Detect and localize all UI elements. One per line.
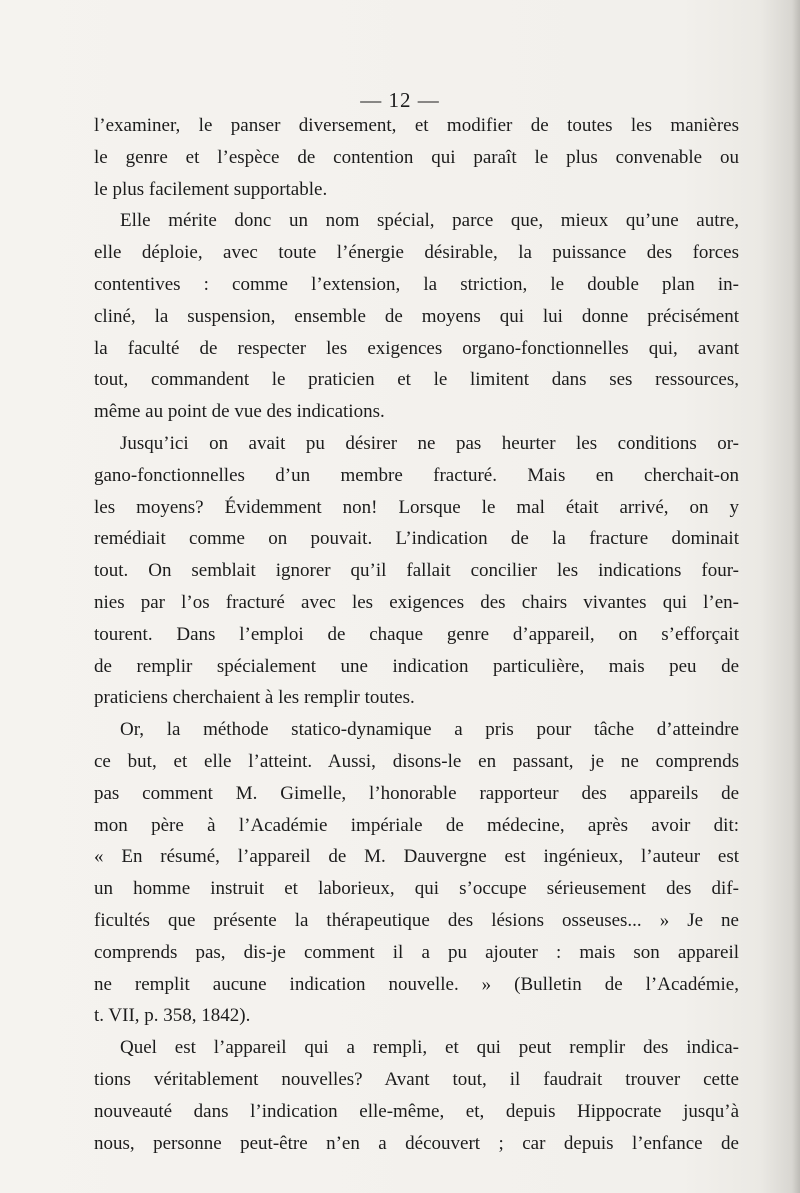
- text-line: praticiens cherchaient à les remplir toutes.: [94, 687, 415, 709]
- text-line: Quel est l’appareil qui a rempli, et qui peut remplir des indica-: [120, 1037, 739, 1059]
- text-line: ne remplit aucune indication nouvelle. » (Bulletin de l’Académie,: [94, 973, 739, 995]
- body-text: [94, 110, 739, 1159]
- text-line: remédiait comme on pouvait. L’indication de la fracture dominait: [94, 528, 739, 550]
- text-line: contentives : comme l’extension, la striction, le double plan in-: [94, 273, 739, 295]
- text-line: un homme instruit et laborieux, qui s’occupe sérieusement des dif-: [94, 878, 739, 900]
- text-line: pas comment M. Gimelle, l’honorable rapporteur des appareils de: [94, 782, 739, 804]
- text-line: ce but, et elle l’atteint. Aussi, disons-le en passant, je ne comprends: [94, 750, 739, 772]
- text-line: Or, la méthode statico-dynamique a pris pour tâche d’atteindre: [120, 719, 739, 741]
- text-line: les moyens? Évidemment non! Lorsque le mal était arrivé, on y: [94, 496, 739, 518]
- text-line: t. VII, p. 358, 1842).: [94, 1005, 251, 1027]
- page-number: — 12 —: [360, 88, 440, 112]
- text-line: Jusqu’ici on avait pu désirer ne pas heurter les conditions or-: [120, 432, 739, 454]
- text-line: le genre et l’espèce de contention qui paraît le plus convenable ou: [94, 146, 739, 168]
- text-line: tions véritablement nouvelles? Avant tout, il faudrait trouver cette: [94, 1068, 739, 1090]
- text-line: elle déploie, avec toute l’énergie désirable, la puissance des forces: [94, 242, 739, 264]
- text-line: même au point de vue des indications.: [94, 401, 385, 423]
- text-line: cliné, la suspension, ensemble de moyens qui lui donne précisément: [94, 305, 739, 327]
- text-line: tout. On semblait ignorer qu’il fallait concilier les indications four-: [94, 560, 739, 582]
- text-line: ficultés que présente la thérapeutique des lésions osseuses... » Je ne: [94, 909, 739, 931]
- text-line: « En résumé, l’appareil de M. Dauvergne est ingénieux, l’auteur est: [94, 846, 739, 868]
- text-line: mon père à l’Académie impériale de médecine, après avoir dit:: [94, 814, 739, 836]
- text-line: comprends pas, dis-je comment il a pu ajouter : mais son appareil: [94, 941, 739, 963]
- text-line: nies par l’os fracturé avec les exigences des chairs vivantes qui l’en-: [94, 591, 739, 613]
- text-line: Elle mérite donc un nom spécial, parce que, mieux qu’une autre,: [120, 210, 739, 232]
- text-line: gano-fonctionnelles d’un membre fracturé. Mais en cherchait-on: [94, 464, 739, 486]
- text-line: la faculté de respecter les exigences organo-fonctionnelles qui, avant: [94, 337, 739, 359]
- text-line: tout, commandent le praticien et le limitent dans ses ressources,: [94, 369, 739, 391]
- text-line: nous, personne peut-être n’en a découvert ; car depuis l’enfance de: [94, 1132, 739, 1154]
- text-line: tourent. Dans l’emploi de chaque genre d’appareil, on s’efforçait: [94, 623, 739, 645]
- text-line: de remplir spécialement une indication particulière, mais peu de: [94, 655, 739, 677]
- text-line: le plus facilement supportable.: [94, 178, 328, 200]
- text-line: nouveauté dans l’indication elle-même, et, depuis Hippocrate jusqu’à: [94, 1100, 739, 1122]
- text-line: l’examiner, le panser diversement, et modifier de toutes les manières: [94, 115, 739, 136]
